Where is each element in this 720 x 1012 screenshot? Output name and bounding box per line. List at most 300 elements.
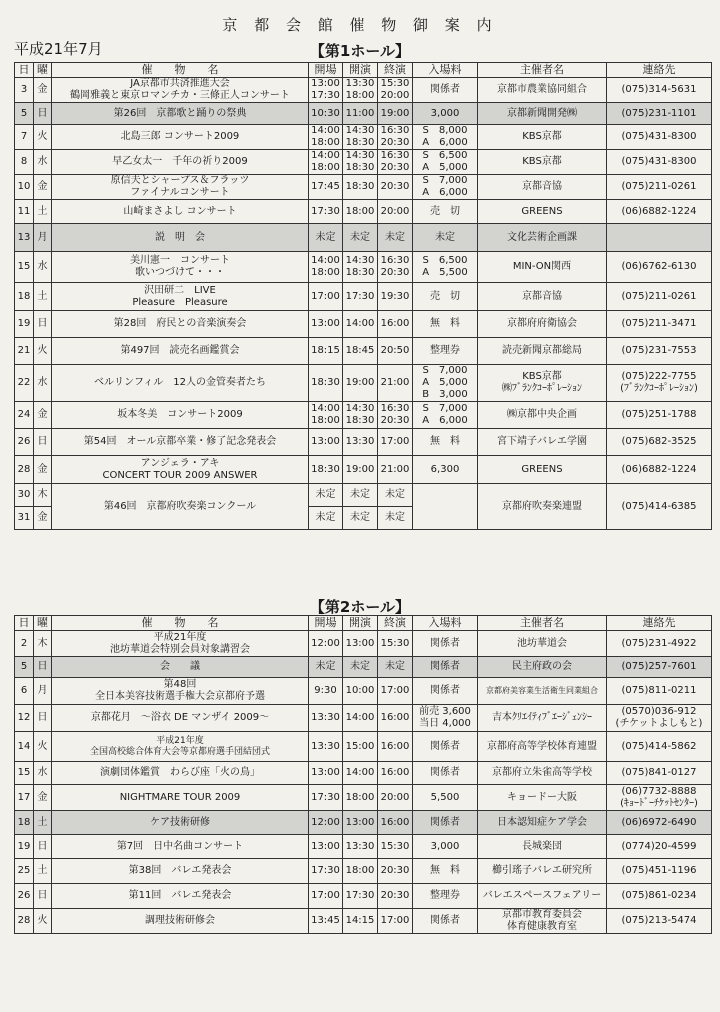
event-name-cell-line: ケア技術研修 (150, 816, 210, 828)
start-cell (343, 678, 378, 705)
event-name-cell (52, 402, 309, 429)
fee-cell (413, 785, 478, 811)
contact-cell-line: (0774)20-4599 (621, 840, 697, 852)
contact-cell (607, 338, 712, 365)
open-cell (309, 811, 343, 835)
start-cell-line: 17:30 (345, 890, 375, 901)
contact-cell (607, 859, 712, 884)
open-cell (309, 456, 343, 484)
organizer-cell-line: 体育健康教育室 (507, 921, 577, 932)
start-cell-line: 14:30 (345, 255, 375, 266)
contact-cell (607, 103, 712, 125)
event-name-cell (52, 200, 309, 224)
start-cell: 未定 (343, 507, 378, 530)
contact-cell-line: (06)6972-6490 (621, 816, 697, 828)
open-cell-line: 17:00 (311, 890, 340, 901)
contact-cell-line: (075)431-8300 (621, 131, 697, 142)
contact-cell-line: (075)431-8300 (621, 156, 697, 167)
end-cell (378, 311, 413, 338)
fee-cell (413, 732, 478, 762)
dow-cell: 月 (34, 224, 52, 252)
contact-cell-line: (075)211-3471 (621, 318, 697, 329)
event-name-cell-line: JA京都市共済推進大会 (130, 78, 230, 89)
event-name-cell-line: 美川憲一 コンサート (130, 255, 230, 266)
organizer-cell-line: KBS京都 (522, 131, 562, 142)
dow-cell: 日 (34, 835, 52, 859)
start-cell-line: 18:30 (345, 415, 375, 426)
open-cell-line: 13:00 (311, 78, 340, 89)
dow-cell: 木 (34, 484, 52, 507)
day-cell: 18 (15, 811, 34, 835)
open-cell (309, 224, 343, 252)
fee-cell (413, 402, 478, 429)
start-cell (343, 125, 378, 150)
end-cell (378, 705, 413, 732)
open-cell-line: 17:30 (311, 865, 340, 876)
event-name-cell-line: 演劇団体鑑賞 わらび座「火の鳥」 (100, 767, 260, 778)
contact-cell (607, 311, 712, 338)
start-cell-line: 18:00 (345, 205, 375, 217)
day-cell: 26 (15, 429, 34, 456)
col-open: 開場 (309, 616, 343, 631)
event-name-cell-line: 歌いつづけて・・・ (135, 267, 225, 278)
start-cell: 未定 (343, 484, 378, 507)
organizer-cell (478, 200, 607, 224)
start-cell (343, 338, 378, 365)
organizer-cell (478, 631, 607, 657)
dow-cell: 水 (34, 365, 52, 402)
open-cell-line: 18:00 (311, 267, 340, 278)
contact-cell-line: (チケットよしもと) (615, 718, 703, 729)
day-cell: 5 (15, 103, 34, 125)
end-cell (378, 402, 413, 429)
contact-cell (607, 678, 712, 705)
open-cell-line: 10:30 (311, 107, 340, 119)
start-cell-line: 未定 (350, 661, 370, 672)
event-name-cell-line: 第38回 バレエ発表会 (128, 865, 232, 876)
open-cell (309, 631, 343, 657)
fee-cell-line: S 8,000 (422, 125, 468, 136)
organizer-cell-line: 京都府美容業生活衛生同業組合 (486, 686, 598, 695)
contact-cell (607, 150, 712, 175)
day-cell: 8 (15, 150, 34, 175)
dow-cell: 土 (34, 283, 52, 311)
dow-cell: 金 (34, 402, 52, 429)
end-cell-line: 未定 (385, 231, 405, 243)
start-cell-line: 14:30 (345, 403, 375, 414)
table-row (15, 224, 712, 252)
end-cell (378, 732, 413, 762)
open-cell-line: 14:00 (311, 125, 340, 136)
fee-cell (413, 456, 478, 484)
open-cell-line: 18:00 (311, 137, 340, 148)
open-cell-line: 13:00 (311, 318, 340, 329)
dow-cell: 土 (34, 200, 52, 224)
event-name-cell (52, 811, 309, 835)
organizer-cell (478, 283, 607, 311)
open-cell (309, 402, 343, 429)
contact-cell-line: (06)6762-6130 (621, 261, 697, 272)
dow-cell: 日 (34, 103, 52, 125)
end-cell-line: 20:30 (380, 162, 410, 173)
event-name-cell (52, 631, 309, 657)
fee-cell-line: B 3,000 (422, 389, 468, 400)
open-cell (309, 785, 343, 811)
open-cell: 未定 (309, 507, 343, 530)
start-cell (343, 365, 378, 402)
contact-cell-line: (075)211-0261 (621, 290, 697, 302)
end-cell-line: 17:00 (380, 915, 410, 926)
table-row (15, 884, 712, 909)
col-day: 日 (15, 63, 34, 78)
event-name-cell (52, 78, 309, 103)
organizer-cell (478, 835, 607, 859)
end-cell-line: 20:30 (380, 137, 410, 148)
fee-cell (413, 859, 478, 884)
dow-cell: 火 (34, 125, 52, 150)
open-cell-line: 17:30 (311, 205, 340, 217)
start-cell (343, 252, 378, 283)
end-cell (378, 103, 413, 125)
event-name-cell-line: ファイナルコンサート (130, 187, 230, 198)
dow-cell: 土 (34, 811, 52, 835)
event-name-cell-line: 説 明 会 (155, 231, 205, 243)
organizer-cell-line: バレエスペースフェアリー (482, 890, 602, 901)
start-cell (343, 283, 378, 311)
event-name-cell-line: 全国高校総合体育大会等京都府選手団結団式 (89, 746, 270, 757)
organizer-cell-line: 日本認知症ケア学会 (497, 816, 587, 828)
start-cell-line: 13:00 (345, 637, 375, 649)
fee-cell-line: S 6,500 (422, 255, 468, 266)
col-event: 催 物 名 (52, 63, 309, 78)
dow-cell: 火 (34, 338, 52, 365)
fee-cell-line: 3,000 (430, 107, 460, 119)
table-row (15, 103, 712, 125)
event-name-cell (52, 175, 309, 200)
table-row (15, 311, 712, 338)
contact-cell-line: (075)231-7553 (621, 345, 697, 356)
start-cell-line: 13:00 (345, 816, 375, 828)
contact-cell-line: (075)222-7755 (621, 371, 697, 382)
col-organizer: 主催者名 (478, 63, 607, 78)
end-cell (378, 678, 413, 705)
col-end: 終演 (378, 63, 413, 78)
fee-cell-line: 関係者 (430, 740, 460, 752)
fee-cell-line: 整理券 (430, 890, 460, 901)
organizer-cell-line: 京都市教育委員会 (502, 909, 582, 920)
end-cell-line: 20:00 (380, 90, 410, 101)
day-cell: 12 (15, 705, 34, 732)
event-name-cell-line: 坂本冬美 コンサート2009 (117, 409, 243, 420)
hall2-schedule-table (14, 615, 712, 934)
day-cell: 22 (15, 365, 34, 402)
start-cell (343, 200, 378, 224)
open-cell (309, 252, 343, 283)
end-cell-line: 15:30 (380, 840, 410, 852)
start-cell (343, 456, 378, 484)
end-cell (378, 884, 413, 909)
fee-cell-line: 関係者 (430, 637, 460, 649)
organizer-cell-line: ㈱京都中央企画 (507, 409, 577, 420)
event-name-cell-line: CONCERT TOUR 2009 ANSWER (102, 469, 258, 481)
open-cell-line: 未定 (315, 231, 336, 243)
fee-cell-line: A 5,500 (422, 267, 468, 278)
start-cell (343, 429, 378, 456)
end-cell-line: 17:00 (380, 685, 410, 696)
open-cell (309, 705, 343, 732)
open-cell (309, 311, 343, 338)
event-name-cell-line: Pleasure Pleasure (132, 296, 228, 308)
dow-cell: 金 (34, 78, 52, 103)
day-cell: 24 (15, 402, 34, 429)
dow-cell: 月 (34, 678, 52, 705)
table-row (15, 175, 712, 200)
day-cell: 17 (15, 785, 34, 811)
start-cell (343, 859, 378, 884)
organizer-cell (478, 859, 607, 884)
end-cell (378, 909, 413, 934)
organizer-cell-line: 京都府立朱雀高等学校 (492, 767, 592, 778)
contact-cell (607, 811, 712, 835)
fee-cell (413, 252, 478, 283)
open-cell (309, 103, 343, 125)
event-name-cell (52, 678, 309, 705)
table-row (15, 657, 712, 678)
table-row (15, 909, 712, 934)
end-cell: 未定 (378, 484, 413, 507)
day-cell: 14 (15, 732, 34, 762)
open-cell-line: 13:00 (311, 767, 340, 778)
event-name-cell (52, 835, 309, 859)
organizer-cell (478, 678, 607, 705)
organizer-cell-line: ㈱ﾌﾞﾗﾝｸｺｰﾎﾟﾚｰｼｮﾝ (502, 383, 582, 394)
contact-cell-line: (075)314-5631 (621, 84, 697, 95)
fee-cell (413, 705, 478, 732)
end-cell-line: 20:30 (380, 415, 410, 426)
table-row (15, 678, 712, 705)
end-cell-line: 20:30 (380, 267, 410, 278)
day-cell: 7 (15, 125, 34, 150)
fee-cell (413, 909, 478, 934)
contact-cell (607, 657, 712, 678)
event-name-cell (52, 311, 309, 338)
fee-cell-line: 関係者 (430, 816, 460, 828)
dow-cell: 日 (34, 657, 52, 678)
organizer-cell-line: KBS京都 (522, 156, 562, 167)
organizer-cell (478, 338, 607, 365)
day-cell: 25 (15, 859, 34, 884)
event-name-cell (52, 732, 309, 762)
table-row (15, 762, 712, 785)
event-name-cell-line: 池坊華道会特別会員対象講習会 (110, 643, 250, 655)
organizer-cell-line: 京都音協 (522, 181, 562, 192)
start-cell-line: 13:30 (345, 436, 375, 447)
day-cell: 30 (15, 484, 34, 507)
day-cell: 3 (15, 78, 34, 103)
start-cell-line: 14:30 (345, 125, 375, 136)
contact-cell (607, 884, 712, 909)
fee-cell (413, 657, 478, 678)
table-row (15, 402, 712, 429)
dow-cell: 金 (34, 785, 52, 811)
table-row (15, 859, 712, 884)
contact-cell (607, 835, 712, 859)
event-name-cell-line: 鶴岡雅義と東京ロマンチカ・三條正人コンサート (70, 90, 290, 101)
start-cell (343, 732, 378, 762)
end-cell (378, 224, 413, 252)
month-label: 平成21年7月 (14, 40, 103, 58)
open-cell (309, 125, 343, 150)
col-organizer: 主催者名 (478, 616, 607, 631)
fee-cell (413, 125, 478, 150)
contact-cell-line: (075)861-0234 (621, 890, 697, 901)
end-cell-line: 16:00 (380, 816, 410, 828)
start-cell-line: 14:15 (345, 915, 375, 926)
open-cell-line: 未定 (315, 661, 336, 672)
open-cell-line: 17:45 (311, 181, 340, 192)
end-cell-line: 21:00 (380, 377, 410, 388)
organizer-cell (478, 456, 607, 484)
start-cell-line: 13:30 (345, 840, 375, 852)
start-cell (343, 762, 378, 785)
contact-cell-line: (075)841-0127 (621, 767, 697, 778)
end-cell-line: 20:00 (380, 791, 410, 803)
fee-cell-line: 関係者 (430, 84, 460, 95)
col-contact: 連絡先 (607, 616, 712, 631)
organizer-cell-line: 池坊華道会 (517, 637, 567, 649)
contact-cell (607, 252, 712, 283)
event-name-cell-line: 第28回 府民との音楽演奏会 (113, 318, 247, 329)
event-name-cell-line: 第7回 日中名曲コンサート (116, 840, 244, 852)
table-row (15, 365, 712, 402)
table-row (15, 252, 712, 283)
start-cell-line: 18:45 (345, 345, 375, 356)
end-cell (378, 338, 413, 365)
dow-cell: 日 (34, 884, 52, 909)
dow-cell: 水 (34, 150, 52, 175)
end-cell-line: 16:00 (380, 767, 410, 778)
end-cell (378, 785, 413, 811)
event-name-cell (52, 909, 309, 934)
fee-cell (413, 338, 478, 365)
open-cell (309, 678, 343, 705)
open-cell-line: 13:30 (311, 740, 340, 752)
col-fee: 入場料 (413, 616, 478, 631)
organizer-cell-line: 長城楽団 (522, 840, 562, 852)
fee-cell-line: 売 切 (430, 205, 460, 217)
fee-cell (413, 365, 478, 402)
end-cell-line: 19:30 (380, 290, 410, 302)
contact-cell-line: (ﾌﾞﾗﾝｸｺｰﾎﾟﾚｰｼｮﾝ) (620, 383, 698, 394)
event-name-cell (52, 150, 309, 175)
contact-cell (607, 785, 712, 811)
open-cell-line: 14:00 (311, 150, 340, 161)
contact-cell (607, 429, 712, 456)
open-cell (309, 338, 343, 365)
event-name-cell (52, 338, 309, 365)
dow-cell: 日 (34, 429, 52, 456)
open-cell-line: 17:30 (311, 791, 340, 803)
dow-cell: 金 (34, 456, 52, 484)
fee-cell-line: 関係者 (430, 767, 460, 778)
start-cell-line: 18:30 (345, 162, 375, 173)
table-row (15, 429, 712, 456)
end-cell (378, 762, 413, 785)
col-start: 開演 (343, 616, 378, 631)
table-row (15, 150, 712, 175)
organizer-cell (478, 732, 607, 762)
start-cell-line: 11:00 (345, 107, 375, 119)
organizer-cell-line: GREENS (521, 463, 563, 475)
contact-cell (607, 175, 712, 200)
day-cell: 5 (15, 657, 34, 678)
organizer-cell (478, 762, 607, 785)
start-cell-line: 18:00 (345, 791, 375, 803)
day-cell: 15 (15, 252, 34, 283)
fee-cell (413, 631, 478, 657)
start-cell (343, 657, 378, 678)
end-cell-line: 17:00 (380, 436, 410, 447)
fee-cell-line: S 7,000 (422, 365, 468, 376)
contact-cell-line: (06)7732-8888 (621, 785, 697, 797)
hall2-title: 【第2ホール】 (309, 598, 411, 616)
organizer-cell (478, 365, 607, 402)
start-cell (343, 884, 378, 909)
organizer-cell (478, 150, 607, 175)
open-cell (309, 175, 343, 200)
fee-cell (413, 103, 478, 125)
end-cell (378, 200, 413, 224)
event-name-cell-line: 第48回 (163, 679, 197, 690)
contact-cell (607, 200, 712, 224)
organizer-cell (478, 311, 607, 338)
contact-cell-line: (0570)036-912 (621, 706, 697, 717)
dow-cell: 火 (34, 909, 52, 934)
start-cell (343, 224, 378, 252)
event-name-cell (52, 365, 309, 402)
day-cell: 28 (15, 456, 34, 484)
organizer-cell-line: 民主府政の会 (512, 661, 572, 672)
day-cell: 6 (15, 678, 34, 705)
organizer-cell (478, 429, 607, 456)
open-cell-line: 12:00 (311, 637, 340, 649)
fee-cell-line: A 6,000 (422, 137, 468, 148)
col-day: 日 (15, 616, 34, 631)
dow-cell: 日 (34, 311, 52, 338)
end-cell (378, 811, 413, 835)
fee-cell-line: 無 料 (430, 318, 460, 329)
end-cell-line: 16:30 (380, 150, 410, 161)
start-cell (343, 78, 378, 103)
open-cell-line: 18:00 (311, 415, 340, 426)
event-name-cell (52, 785, 309, 811)
organizer-cell-line: 京都府高等学校体育連盟 (487, 740, 597, 752)
start-cell (343, 705, 378, 732)
fee-cell (413, 429, 478, 456)
col-event: 催 物 名 (52, 616, 309, 631)
dow-cell: 土 (34, 859, 52, 884)
open-cell-line: 17:30 (311, 90, 340, 101)
day-cell: 28 (15, 909, 34, 934)
open-cell-line: 12:00 (311, 816, 340, 828)
start-cell-line: 18:30 (345, 181, 375, 192)
open-cell: 未定 (309, 484, 343, 507)
fee-cell-line: S 6,500 (422, 150, 468, 161)
start-cell (343, 311, 378, 338)
fee-cell (413, 484, 478, 530)
event-name-cell-line: 会 議 (160, 661, 200, 672)
table-row (15, 200, 712, 224)
